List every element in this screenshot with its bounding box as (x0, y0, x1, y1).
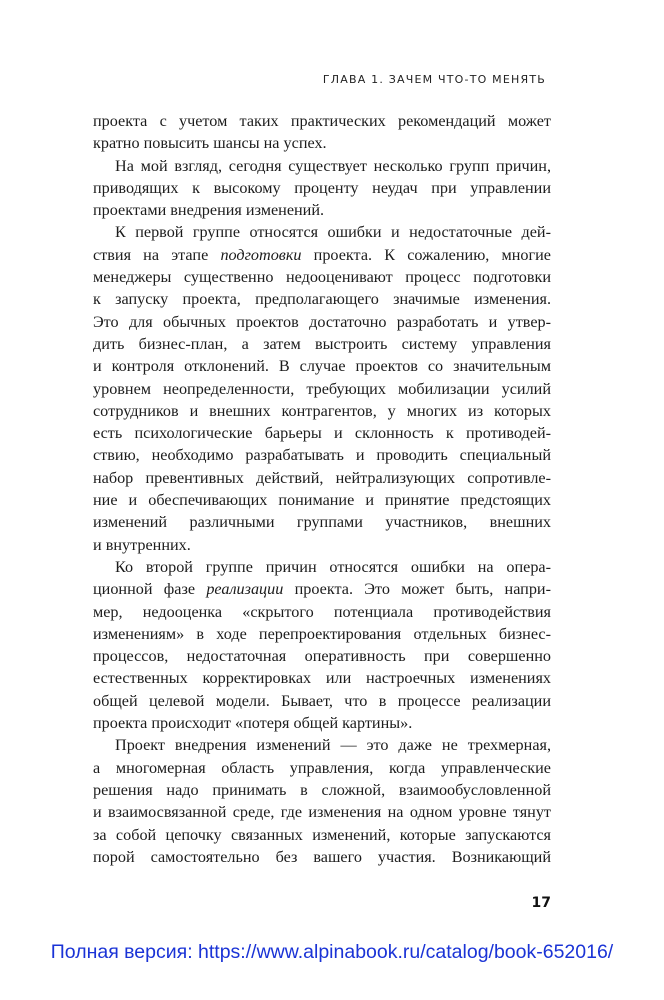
text-line: ствию, необходимо разрабатывать и проводить специальный (93, 446, 551, 465)
emphasized-word: подготовки (220, 245, 302, 264)
text-line: изменений различными группами участников, внешних (93, 513, 551, 532)
text-line: процессов, недостаточная оперативность при совершенно (93, 647, 551, 666)
emphasized-word: реализации (206, 580, 284, 599)
text-line-italic-podgotovki: ствия на этапе подготовки проекта. К сожалению, многие (93, 245, 551, 264)
text-line: общей целевой модели. Бывает, что в процессе реализации (93, 691, 551, 710)
text-line: К первой группе относятся ошибки и недостаточные дей- (115, 223, 551, 242)
text-line: проекта происходит «потеря общей картины». (93, 714, 413, 733)
text-line: набор превентивных действий, нейтрализующих сопротивле- (93, 468, 551, 487)
text-line: а многомерная область управления, когда управленческие (93, 758, 551, 777)
main-text (93, 110, 551, 868)
text-line: дить бизнес-план, а затем выстроить систему управления (93, 334, 551, 353)
text-line: изменениям» в ходе перепроектирования отдельных бизнес- (93, 624, 551, 643)
text-line: кратно повысить шансы на успех. (93, 134, 327, 153)
text-line: и внутренних. (93, 535, 191, 554)
text-line: Это для обычных проектов достаточно разработать и утвер- (93, 312, 551, 331)
text-line: проектами внедрения изменений. (93, 201, 325, 220)
text-line: ние и обеспечивающих понимание и принятие предстоящих (93, 491, 551, 510)
text-line: приводящих к высокому проценту неудач при управлении (93, 178, 551, 197)
page-number: 17 (531, 895, 551, 911)
text-line: и контроля отклонений. В случае проектов со значительным (93, 357, 551, 376)
text-line: Проект внедрения изменений — это даже не трехмерная, (115, 736, 551, 755)
text-line: естественных корректировках или настроечных изменениях (93, 669, 551, 688)
text-line: Ко второй группе причин относятся ошибки на опера- (115, 557, 551, 576)
text-line: уровнем неопределенности, требующих мобилизации усилий (93, 379, 551, 398)
text-line: есть психологические барьеры и склонность к противодей- (93, 424, 551, 443)
running-header: ГЛАВА 1. ЗАЧЕМ ЧТО-ТО МЕНЯТЬ (322, 73, 546, 86)
full-version-link[interactable]: Полная версия: https://www.alpinabook.ru/catalog/book-652016/ (50, 941, 614, 963)
text-line: порой самостоятельно без вашего участия. Возникающий (93, 847, 551, 866)
text-line: менеджеры существенно недооценивают процесс подготовки (93, 268, 551, 287)
text-line: На мой взгляд, сегодня существует несколько групп причин, (115, 156, 551, 175)
text-line: мер, недооценка «скрытого потенциала противодействия (93, 602, 551, 621)
text-line: сотрудников и внешних контрагентов, у многих из которых (93, 401, 551, 420)
text-line: и взаимосвязанной среде, где изменения на одном уровне тянут (93, 803, 551, 822)
text-line: за собой цепочку связанных изменений, которые запускаются (93, 825, 551, 844)
text-line: к запуску проекта, предполагающего значимые изменения. (93, 290, 551, 309)
text-line-italic-realizatsii: ционной фазе реализации проекта. Это может быть, напри- (93, 580, 551, 599)
text-line: проекта с учетом таких практических рекомендаций может (93, 112, 551, 130)
text-line: решения надо принимать в сложной, взаимообусловленной (93, 780, 551, 799)
